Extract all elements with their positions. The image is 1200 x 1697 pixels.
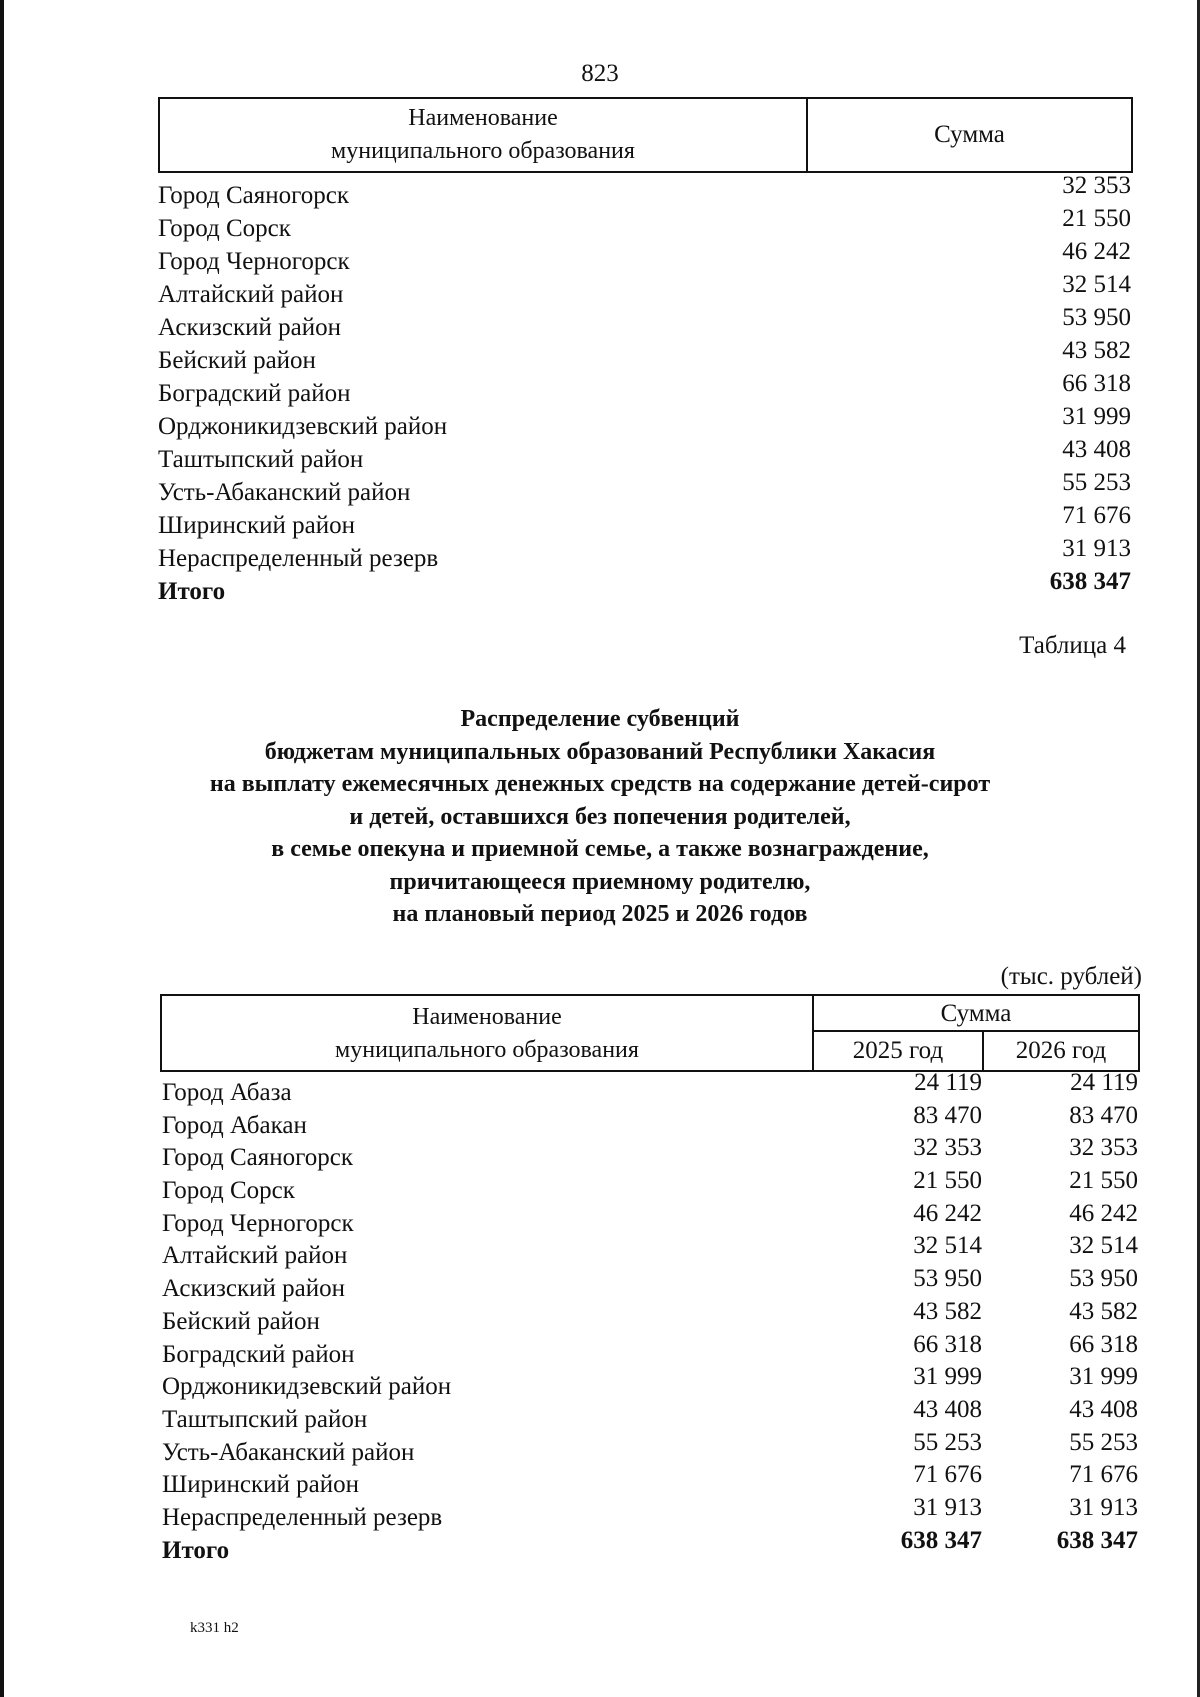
row-name: Таштыпский район — [158, 446, 364, 473]
row-name: Бейский район — [162, 1307, 320, 1335]
table-row — [162, 1134, 1140, 1173]
row-value-2025: 71 676 — [913, 1461, 982, 1489]
table-row — [162, 1101, 1140, 1141]
row-value-2026: 71 676 — [1069, 1461, 1138, 1489]
row-value: 66 318 — [1062, 370, 1131, 397]
row-value-2025: 53 950 — [913, 1265, 982, 1293]
table-row — [158, 403, 1133, 442]
row-name: Ширинский район — [158, 512, 355, 539]
table-row — [158, 304, 1133, 343]
row-name: Боградский район — [162, 1340, 355, 1368]
table-row — [162, 1167, 1140, 1206]
row-name: Алтайский район — [162, 1242, 348, 1270]
row-value-2026: 32 514 — [1069, 1232, 1138, 1260]
row-value-2025: 21 550 — [913, 1167, 982, 1195]
table1-header-name-line2: муниципального образования — [331, 138, 635, 164]
table1-header-name — [160, 99, 808, 171]
table-row — [158, 535, 1133, 574]
units-label: (тыс. рублей) — [1000, 963, 1142, 990]
table-row — [158, 238, 1133, 277]
row-value-2025: 32 514 — [913, 1232, 982, 1260]
table-row — [158, 436, 1133, 475]
row-name: Алтайский район — [158, 281, 344, 308]
row-value: 53 950 — [1062, 304, 1131, 331]
row-value-2025: 24 119 — [914, 1069, 982, 1096]
row-name: Ширинский район — [162, 1471, 359, 1499]
table-row — [162, 1493, 1140, 1533]
table2-header — [160, 994, 1140, 1072]
table1-header-sum: Сумма — [934, 121, 1005, 148]
row-value: 31 913 — [1062, 535, 1131, 562]
title-line: причитающееся приемному родителю, — [389, 868, 811, 895]
row-value-2026: 31 999 — [1069, 1363, 1138, 1391]
row-value-2025: 32 353 — [913, 1134, 982, 1162]
total-label: Итого — [162, 1536, 230, 1564]
table-title — [0, 703, 1200, 931]
table-number: Таблица 4 — [1019, 632, 1126, 659]
table1-header — [158, 97, 1133, 173]
title-line: Распределение субвенций — [460, 706, 740, 732]
row-value-2026: 66 318 — [1069, 1330, 1138, 1358]
total-value-2026: 638 347 — [1056, 1526, 1138, 1554]
row-value-2025: 66 318 — [913, 1330, 982, 1358]
row-value-2026: 46 242 — [1069, 1199, 1138, 1227]
row-name: Город Сорск — [162, 1177, 295, 1205]
table-row — [158, 337, 1133, 376]
table-row — [162, 1395, 1140, 1435]
row-value-2026: 53 950 — [1069, 1265, 1138, 1293]
row-value: 43 408 — [1062, 436, 1131, 463]
table-row — [162, 1199, 1140, 1239]
table-row — [158, 172, 1133, 211]
table-row — [162, 1232, 1140, 1271]
row-value-2025: 83 470 — [913, 1101, 982, 1129]
table-row — [162, 1297, 1140, 1337]
row-name: Орджоникидзевский район — [158, 413, 448, 440]
row-value-2025: 55 253 — [913, 1428, 982, 1456]
row-value: 55 253 — [1062, 469, 1131, 496]
title-line: и детей, оставшихся без попечения родителей, — [349, 803, 851, 830]
row-value-2026: 55 253 — [1069, 1428, 1138, 1456]
table2-header-year-2026: 2026 год — [1015, 1037, 1107, 1064]
table-row — [162, 1265, 1140, 1304]
table-total-row — [158, 568, 1133, 607]
row-name: Нераспределенный резерв — [162, 1503, 443, 1531]
row-name: Нераспределенный резерв — [158, 545, 439, 572]
row-value: 21 550 — [1062, 205, 1131, 232]
row-value-2025: 43 582 — [913, 1297, 982, 1325]
row-value-2026: 32 353 — [1069, 1134, 1138, 1162]
row-value: 31 999 — [1062, 403, 1131, 430]
row-value-2026: 31 913 — [1069, 1493, 1138, 1521]
row-value-2026: 43 408 — [1069, 1395, 1138, 1423]
table1-body — [158, 172, 1133, 607]
row-name: Город Черногорск — [162, 1209, 354, 1237]
row-name: Город Черногорск — [158, 248, 350, 275]
row-name: Город Саяногорск — [162, 1144, 354, 1172]
table-row — [162, 1428, 1140, 1468]
row-name: Город Абаза — [162, 1079, 292, 1106]
table2-header-year-2025: 2025 год — [814, 1032, 984, 1070]
table2-header-name-line1: Наименование — [412, 1004, 562, 1030]
table-row — [158, 502, 1133, 541]
table2-header-name — [162, 996, 814, 1070]
row-name: Усть-Абаканский район — [158, 479, 411, 506]
table-total-row — [162, 1526, 1140, 1566]
row-value-2026: 21 550 — [1069, 1167, 1138, 1195]
table1-header-name-line1: Наименование — [408, 105, 558, 131]
row-value-2025: 31 913 — [913, 1493, 982, 1521]
row-name: Город Абакан — [162, 1111, 307, 1139]
total-label: Итого — [158, 578, 226, 605]
table-row — [162, 1363, 1140, 1402]
row-name: Город Саяногорск — [158, 182, 350, 209]
row-value: 46 242 — [1062, 238, 1131, 265]
table-row — [162, 1069, 1140, 1108]
row-name: Аскизский район — [162, 1275, 346, 1303]
footer-code: k331 h2 — [190, 1620, 239, 1636]
table-row — [162, 1330, 1140, 1370]
row-name: Усть-Абаканский район — [162, 1438, 415, 1466]
row-value: 32 514 — [1062, 271, 1131, 298]
table2-header-sum: Сумма — [814, 996, 1138, 1032]
table-row — [158, 370, 1133, 409]
row-value-2025: 46 242 — [913, 1199, 982, 1227]
row-value: 32 353 — [1062, 172, 1131, 199]
table2-header-name-line2: муниципального образования — [335, 1037, 639, 1063]
row-value-2026: 24 119 — [1070, 1069, 1138, 1096]
title-line: бюджетам муниципальных образований Республики Хакасия — [264, 738, 936, 765]
title-line: на выплату ежемесячных денежных средств на содержание детей-сирот — [209, 771, 991, 797]
row-name: Город Сорск — [158, 215, 291, 242]
row-value-2026: 43 582 — [1069, 1297, 1138, 1325]
row-name: Таштыпский район — [162, 1405, 368, 1433]
total-value: 638 347 — [1049, 568, 1131, 595]
row-name: Аскизский район — [158, 314, 342, 341]
title-line: на плановый период 2025 и 2026 годов — [392, 901, 808, 927]
table-row — [158, 469, 1133, 508]
table-row — [162, 1461, 1140, 1500]
total-value-2025: 638 347 — [900, 1526, 982, 1554]
row-name: Боградский район — [158, 380, 351, 407]
row-name: Бейский район — [158, 347, 316, 374]
row-value-2025: 31 999 — [913, 1363, 982, 1391]
page-number: 823 — [581, 60, 619, 87]
row-value: 43 582 — [1062, 337, 1131, 364]
table2-body — [162, 1069, 1140, 1565]
row-value-2026: 83 470 — [1069, 1101, 1138, 1129]
table-row — [158, 271, 1133, 310]
row-value-2025: 43 408 — [913, 1395, 982, 1423]
table-row — [158, 205, 1133, 244]
row-name: Орджоникидзевский район — [162, 1373, 452, 1401]
title-line: в семье опекуна и приемной семье, а также вознаграждение, — [271, 836, 929, 862]
row-value: 71 676 — [1062, 502, 1131, 529]
